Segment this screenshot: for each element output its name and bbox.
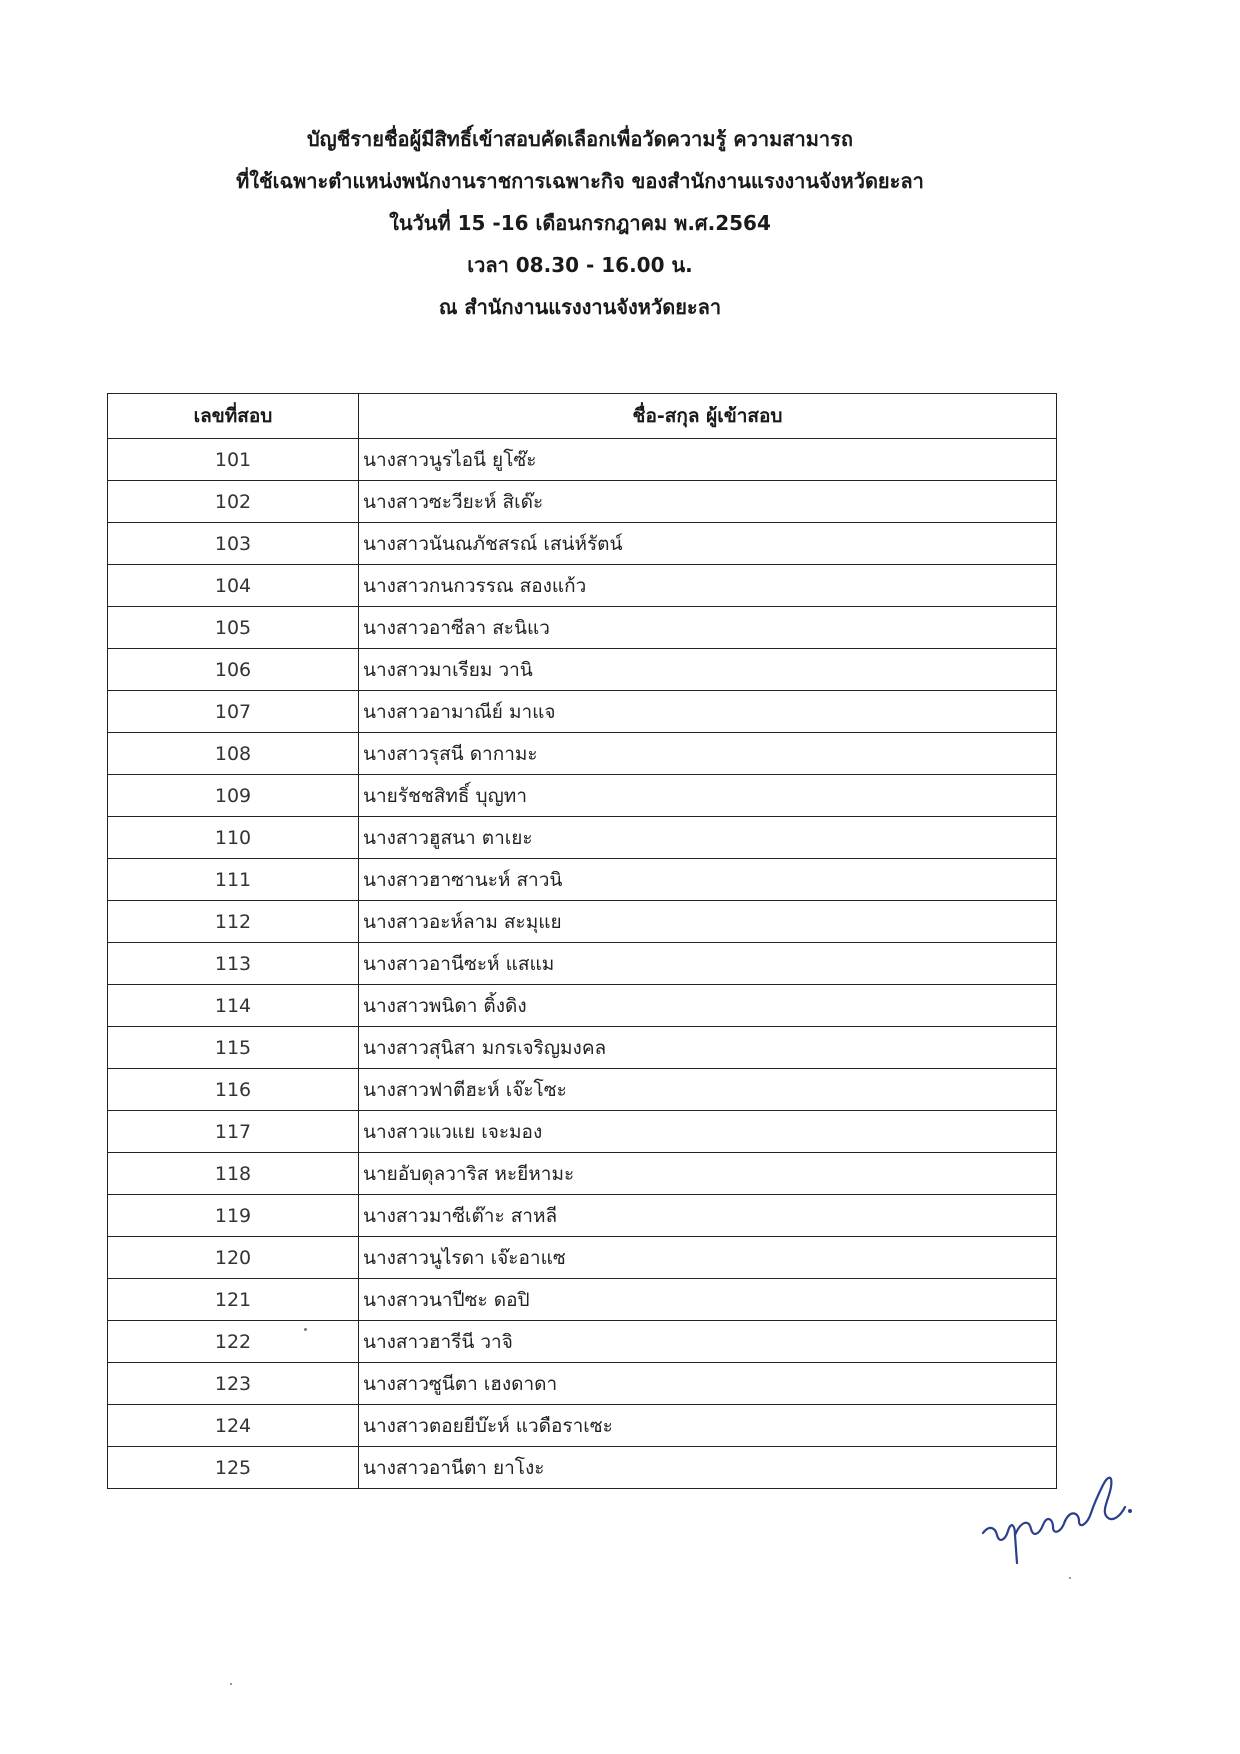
table-row xyxy=(108,817,1057,859)
exam-time-line: เวลา 08.30 - 16.00 น. xyxy=(467,253,693,277)
exam-number-cell: 110 xyxy=(108,817,359,859)
exam-number-cell: 120 xyxy=(108,1237,359,1279)
candidate-name-cell: นางสาวกนกวรรณ สองแก้ว xyxy=(359,565,1057,607)
scan-speck xyxy=(230,1683,232,1685)
table-row xyxy=(108,901,1057,943)
table-row xyxy=(108,1321,1057,1363)
table-body xyxy=(108,439,1057,1489)
candidate-name-cell: นางสาวพนิดา ติ้งดิง xyxy=(359,985,1057,1027)
exam-number-cell: 119 xyxy=(108,1195,359,1237)
exam-number-cell: 106 xyxy=(108,649,359,691)
candidate-name-cell: นางสาวสุนิสา มกรเจริญมงคล xyxy=(359,1027,1057,1069)
title-line-1: บัญชีรายชื่อผู้มีสิทธิ์เข้าสอบคัดเลือกเพื่อวัดความรู้ ความสามารถ xyxy=(306,127,854,151)
table-row xyxy=(108,1069,1057,1111)
candidate-name-cell: นางสาวอามาณีย์ มาแจ xyxy=(359,691,1057,733)
candidate-name-cell: นางสาวฮูสนา ตาเยะ xyxy=(359,817,1057,859)
table-row xyxy=(108,691,1057,733)
table-row xyxy=(108,733,1057,775)
exam-number-cell: 118 xyxy=(108,1153,359,1195)
exam-number-cell: 122 xyxy=(108,1321,359,1363)
table-row xyxy=(108,649,1057,691)
exam-number-cell: 111 xyxy=(108,859,359,901)
title-line-2: ที่ใช้เฉพาะตำแหน่งพนักงานราชการเฉพาะกิจ ของสำนักงานแรงงานจังหวัดยะลา xyxy=(236,169,924,193)
exam-number-cell: 103 xyxy=(108,523,359,565)
table-row xyxy=(108,565,1057,607)
exam-number-cell: 121 xyxy=(108,1279,359,1321)
candidate-name-cell: นายอับดุลวาริส หะยีหามะ xyxy=(359,1153,1057,1195)
candidate-name-cell: นางสาวอาซีลา สะนิแว xyxy=(359,607,1057,649)
candidate-name-cell: นายรัชชสิทธิ์ บุญทา xyxy=(359,775,1057,817)
table-row xyxy=(108,1405,1057,1447)
exam-number-cell: 108 xyxy=(108,733,359,775)
table-row xyxy=(108,607,1057,649)
candidate-name-cell: นางสาวมาเรียม วานิ xyxy=(359,649,1057,691)
column-header-exam-number: เลขที่สอบ xyxy=(108,394,359,439)
table-row xyxy=(108,1237,1057,1279)
exam-number-cell: 101 xyxy=(108,439,359,481)
candidate-name-cell: นางสาวนันณภัชสรณ์ เสน่ห์รัตน์ xyxy=(359,523,1057,565)
table-row xyxy=(108,481,1057,523)
column-header-candidate-name: ชื่อ-สกุล ผู้เข้าสอบ xyxy=(359,394,1057,439)
candidate-name-cell: นางสาวนูรไอนี ยูโซ๊ะ xyxy=(359,439,1057,481)
table-row xyxy=(108,1153,1057,1195)
table-row xyxy=(108,1027,1057,1069)
scan-speck xyxy=(1069,1577,1071,1579)
candidate-name-cell: นางสาวมาซีเต๊าะ สาหลี xyxy=(359,1195,1057,1237)
candidate-name-cell: นางสาวฟาตีฮะห์ เจ๊ะโซะ xyxy=(359,1069,1057,1111)
candidate-name-cell: นางสาวซูนีตา เฮงดาดา xyxy=(359,1363,1057,1405)
candidate-name-cell: นางสาวรุสนี ดากามะ xyxy=(359,733,1057,775)
exam-number-cell: 115 xyxy=(108,1027,359,1069)
exam-number-cell: 113 xyxy=(108,943,359,985)
exam-venue-line: ณ สำนักงานแรงงานจังหวัดยะลา xyxy=(438,295,722,319)
table-header-row xyxy=(108,394,1057,439)
candidate-name-cell: นางสาวฮารีนี วาจิ xyxy=(359,1321,1057,1363)
document-header xyxy=(0,118,1160,328)
candidate-name-cell: นางสาวฮาซานะห์ สาวนิ xyxy=(359,859,1057,901)
exam-number-cell: 124 xyxy=(108,1405,359,1447)
exam-number-cell: 123 xyxy=(108,1363,359,1405)
table-row xyxy=(108,775,1057,817)
table-row xyxy=(108,1447,1057,1489)
exam-date-line: ในวันที่ 15 -16 เดือนกรกฎาคม พ.ศ.2564 xyxy=(389,211,771,235)
table-row xyxy=(108,1111,1057,1153)
candidate-name-cell: นางสาวอานีซะห์ แสแม xyxy=(359,943,1057,985)
candidate-name-cell: นางสาวซะวียะห์ สิเด๊ะ xyxy=(359,481,1057,523)
exam-number-cell: 105 xyxy=(108,607,359,649)
handwritten-signature xyxy=(975,1455,1145,1570)
table-row xyxy=(108,985,1057,1027)
table-row xyxy=(108,1195,1057,1237)
table-row xyxy=(108,523,1057,565)
candidate-name-cell: นางสาวอานีตา ยาโงะ xyxy=(359,1447,1057,1489)
table-row xyxy=(108,1279,1057,1321)
candidate-table xyxy=(107,393,1057,1489)
candidate-name-cell: นางสาวนาปีซะ ดอปิ xyxy=(359,1279,1057,1321)
exam-number-cell: 112 xyxy=(108,901,359,943)
candidate-name-cell: นางสาวตอยยีบ๊ะห์ แวดือราเซะ xyxy=(359,1405,1057,1447)
table-row xyxy=(108,439,1057,481)
candidate-name-cell: นางสาวนูไรดา เจ๊ะอาแซ xyxy=(359,1237,1057,1279)
scan-speck xyxy=(304,1328,307,1331)
exam-number-cell: 116 xyxy=(108,1069,359,1111)
exam-number-cell: 104 xyxy=(108,565,359,607)
candidate-name-cell: นางสาวอะห์ลาม สะมุแย xyxy=(359,901,1057,943)
exam-number-cell: 125 xyxy=(108,1447,359,1489)
exam-number-cell: 102 xyxy=(108,481,359,523)
exam-number-cell: 114 xyxy=(108,985,359,1027)
exam-number-cell: 117 xyxy=(108,1111,359,1153)
table-row xyxy=(108,943,1057,985)
exam-number-cell: 107 xyxy=(108,691,359,733)
candidate-name-cell: นางสาวแวแย เจะมอง xyxy=(359,1111,1057,1153)
table-row xyxy=(108,859,1057,901)
exam-number-cell: 109 xyxy=(108,775,359,817)
table-row xyxy=(108,1363,1057,1405)
